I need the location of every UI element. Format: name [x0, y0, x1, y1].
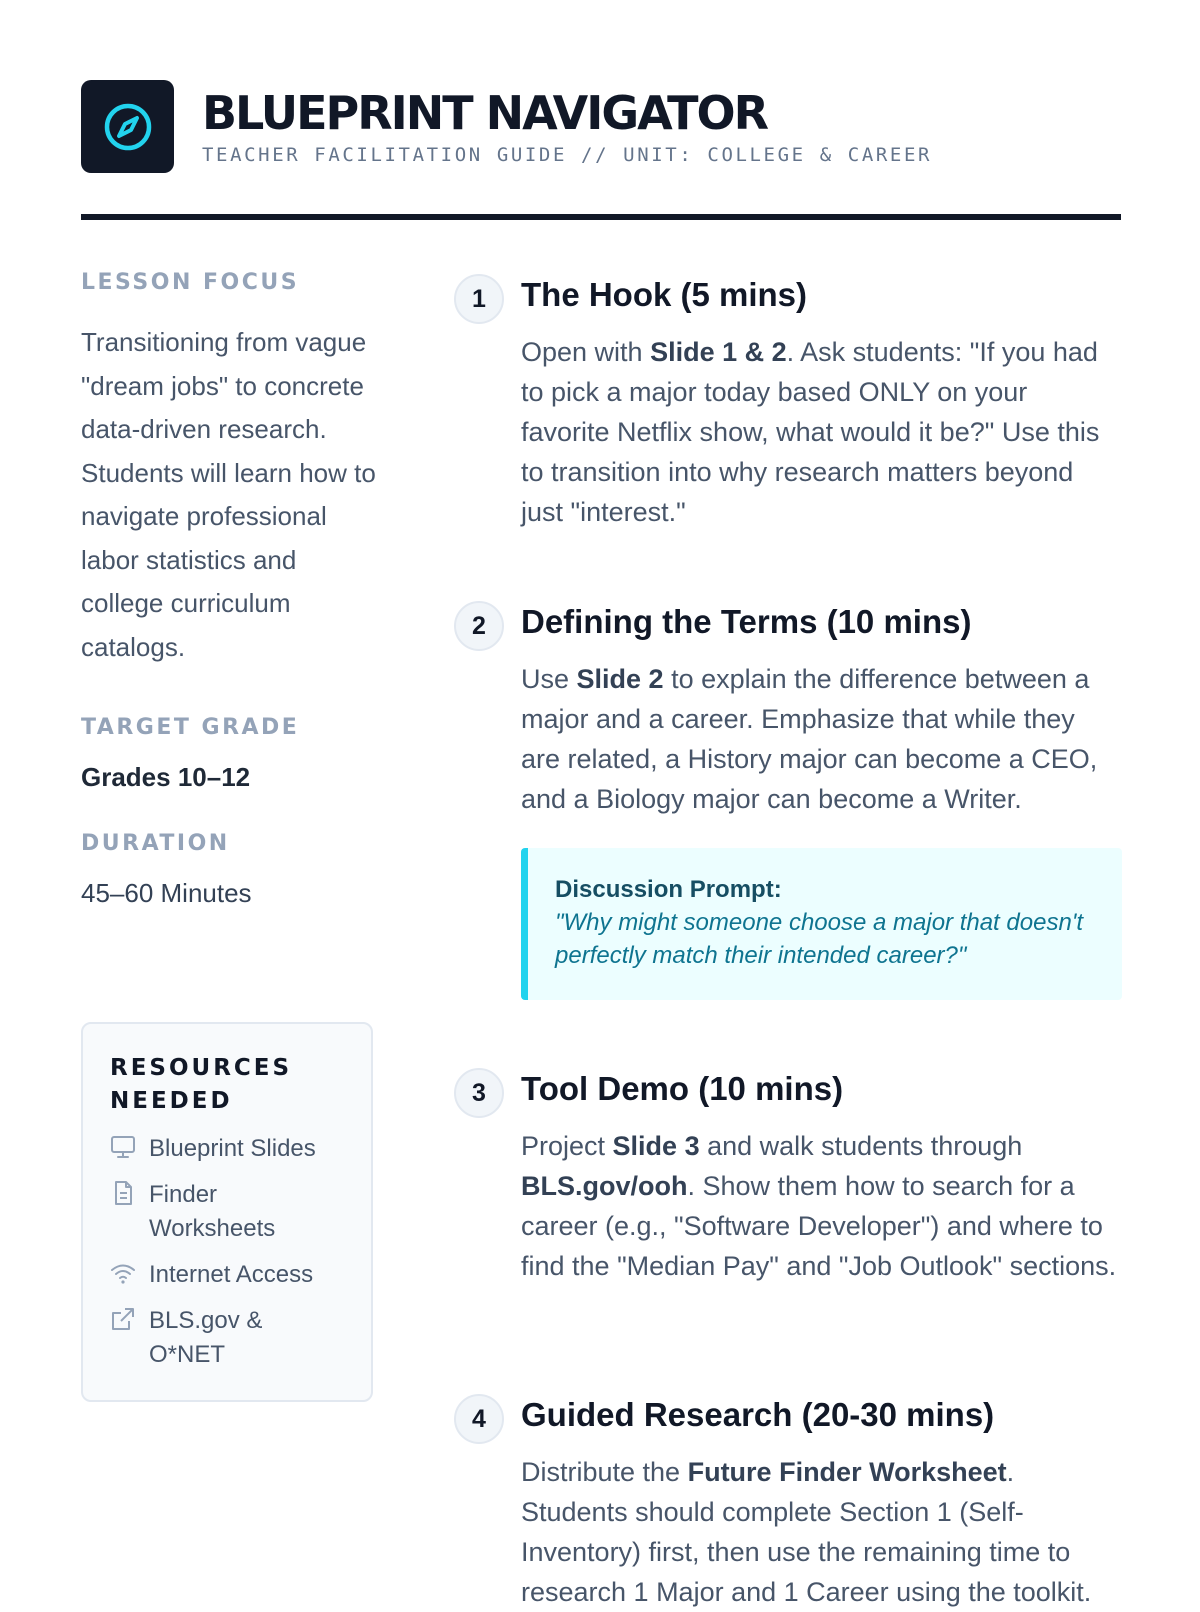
resource-label: Internet Access: [149, 1261, 314, 1288]
page-header: [81, 80, 1121, 180]
resource-item: [110, 1178, 349, 1246]
target-grade-value: Grades 10–12: [81, 762, 251, 792]
step-title: Guided Research (20-30 mins): [521, 1396, 995, 1433]
step-number-badge: 1: [454, 274, 504, 324]
header-divider: [81, 214, 1121, 220]
resource-item: [110, 1304, 349, 1372]
external-link-icon: [110, 1306, 136, 1332]
sidebar: [81, 270, 381, 909]
discussion-prompt-callout: [521, 848, 1122, 1000]
step-title: Defining the Terms (10 mins): [521, 603, 972, 640]
page-subtitle: TEACHER FACILITATION GUIDE // UNIT: COLLEGE & CAREER: [202, 144, 933, 166]
lesson-focus-label: LESSON FOCUS: [81, 270, 300, 295]
step-body: Open with Slide 1 & 2. Ask students: "If you had to pick a major today based ONLY on your favorite Netflix show, what would it be?" Use this to transition into why research matters beyond just "interest.": [521, 337, 1100, 527]
resource-label: Blueprint Slides: [149, 1135, 316, 1162]
duration-value: 45–60 Minutes: [81, 878, 252, 908]
resource-item: [110, 1258, 349, 1292]
lesson-focus-text: Transitioning from vague "dream jobs" to concrete data-driven research. Students will learn how to navigate professional labor statistics and college curriculum catalogs.: [81, 327, 376, 662]
logo: [81, 80, 174, 173]
page-title: BLUEPRINT NAVIGATOR: [202, 86, 768, 140]
resources-title: RESOURCES NEEDED: [110, 1055, 293, 1114]
step-number-badge: 2: [454, 601, 504, 651]
step-number-badge: 3: [454, 1068, 504, 1118]
step-title: Tool Demo (10 mins): [521, 1070, 844, 1107]
step-number-badge: 4: [454, 1394, 504, 1444]
resources-card: [81, 1022, 373, 1402]
wifi-icon: [110, 1260, 136, 1286]
resource-label: Finder Worksheets: [149, 1181, 276, 1242]
document-icon: [110, 1180, 136, 1206]
callout-label: Discussion Prompt:: [555, 876, 782, 903]
callout-quote: "Why might someone choose a major that doesn't perfectly match their intended career?": [555, 909, 1084, 969]
target-grade-label: TARGET GRADE: [81, 715, 300, 740]
resource-label: BLS.gov & O*NET: [149, 1307, 263, 1368]
resource-item: [110, 1132, 349, 1166]
compass-icon: [102, 101, 154, 153]
step-body: Use Slide 2 to explain the difference between a major and a career. Emphasize that while they are related, a History major can become a CEO, and a Biology major can become a Writer.: [521, 664, 1098, 814]
step-body: Distribute the Future Finder Worksheet. Students should complete Section 1 (Self-Inventory) first, then use the remaining time to research 1 Major and 1 Career using the toolkit.: [521, 1457, 1092, 1607]
step-title: The Hook (5 mins): [521, 276, 808, 313]
duration-label: DURATION: [81, 831, 230, 856]
step-body: Project Slide 3 and walk students through BLS.gov/ooh. Show them how to search for a career (e.g., "Software Developer") and where to find the "Median Pay" and "Job Outlook" sections.: [521, 1131, 1117, 1281]
monitor-icon: [110, 1134, 136, 1160]
